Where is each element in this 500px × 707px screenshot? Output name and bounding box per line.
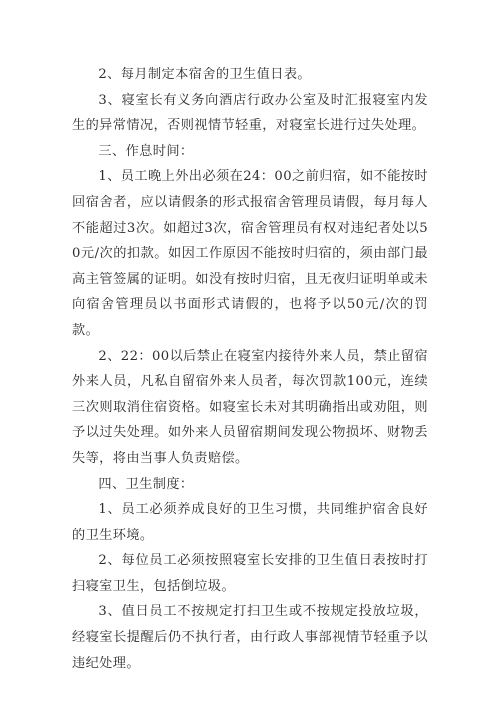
- paragraph-violations: 3、值日员工不按规定打扫卫生或不按规定投放垃圾，经寝室长提醒后仍不执行者，由行政人事部视情节轻重予以违纪处理。: [72, 604, 428, 671]
- document-body: [72, 62, 428, 676]
- section-heading-hygiene: 四、卫生制度：: [98, 476, 194, 492]
- paragraph-hygiene-habits: 1、员工必须养成良好的卫生习惯，共同维护宿舍良好的卫生环境。: [72, 502, 428, 543]
- paragraph-curfew: 1、员工晚上外出必须在24：00之前归宿，如不能按时回宿舍者，应以请假条的形式报宿舍管理员请假，每月每人不能超过3次。如超过3次，宿舍管理员有权对违纪者处以50元/次的扣款。如因工作原因不能按时归宿的，须由部门最高主管签属的证明。如没有按时归宿，且无夜归证明单或未向宿舍管理员以书面形式请假的，也将予以50元/次的罚款。: [72, 169, 428, 338]
- paragraph-dorm-leader-reporting: 3、寝室长有义务向酒店行政办公室及时汇报寝室内发生的异常情况，否则视情节轻重，对寝室长进行过失处理。: [72, 92, 428, 134]
- paragraph-visitors: 2、22：00以后禁止在寝室内接待外来人员，禁止留宿外来人员，凡私自留宿外来人员者，每次罚款100元，连续三次则取消住宿资格。如寝室长未对其明确指出或劝阻，则予以过失处理。如外来人员留宿期间发现公物损坏、财物丢失等，将由当事人负责赔偿。: [72, 348, 428, 466]
- section-heading-schedule: 三、作息时间：: [98, 143, 194, 159]
- paragraph-cleaning-duty: 2、每位员工必须按照寝室长安排的卫生值日表按时打扫寝室卫生，包括倒垃圾。: [72, 553, 428, 594]
- paragraph-duty-roster: 2、每月制定本宿舍的卫生值日表。: [98, 67, 311, 82]
